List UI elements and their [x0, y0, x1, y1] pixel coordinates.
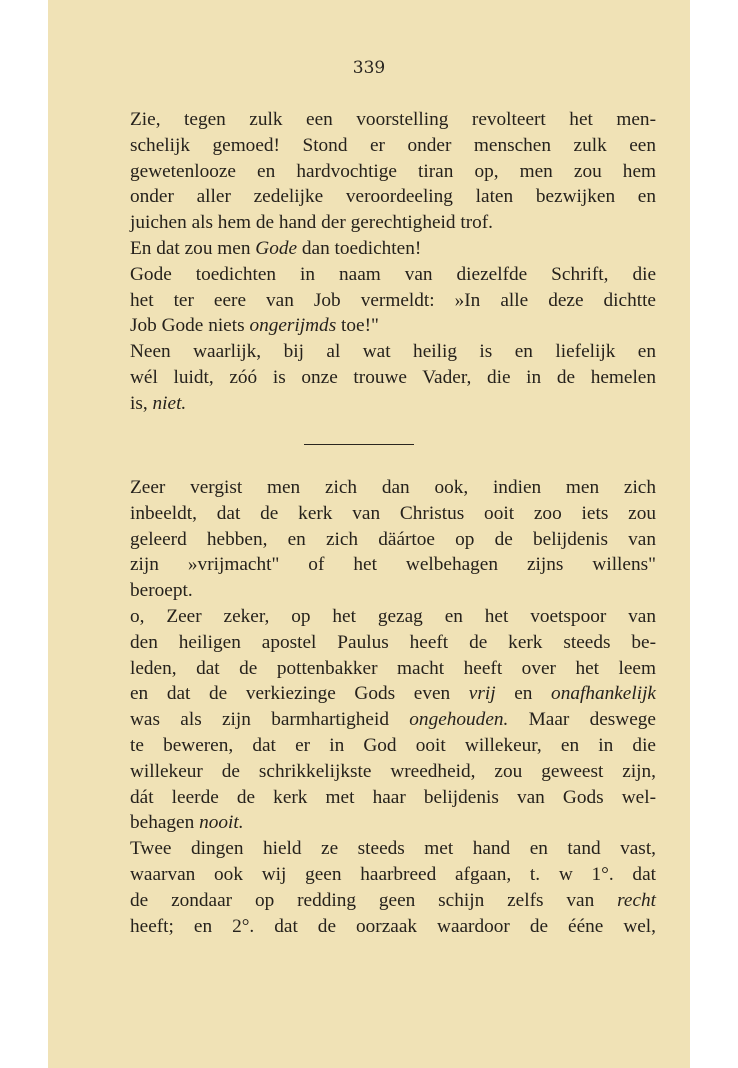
text-run: was als zijn barmhartigheid: [130, 709, 410, 731]
text-run: is,: [130, 392, 153, 414]
text-line: Zie, tegen zulk een voorstelling revolteert het men-: [130, 109, 656, 130]
text-line: Gode toedichten in naam van diezelfde Schrift, die: [130, 263, 656, 285]
text-line: Twee dingen hield ze steeds met hand en tand vast,: [130, 838, 656, 860]
text-line: o, Zeer zeker, op het gezag en het voetspoor van: [130, 605, 656, 627]
text-line: inbeeldt, dat de kerk van Christus ooit zoo iets zou: [130, 502, 656, 524]
italic-run: nooit.: [199, 812, 244, 834]
text-line: beroept.: [130, 580, 193, 602]
italic-run: vrij: [468, 683, 496, 705]
text-run: Job Gode niets: [130, 315, 250, 337]
text-line: gewetenlooze en hardvochtige tiran op, men zou hem: [130, 160, 656, 182]
paragraph: [108, 339, 656, 416]
text-line: juichen als hem de hand der gerechtigheid trof.: [130, 212, 493, 234]
italic-run: onafhankelijk: [551, 683, 656, 705]
paragraph: [108, 107, 656, 236]
text-run: behagen: [130, 812, 200, 834]
text-line: den heiligen apostel Paulus heeft de kerk steeds be-: [130, 631, 656, 653]
text-line: dát leerde de kerk met haar belijdenis van Gods wel-: [130, 786, 656, 808]
text-line: zijn »vrijmacht" of het welbehagen zijns willens": [130, 554, 656, 576]
text-line: [108, 236, 656, 262]
italic-run: ongerijmds: [249, 315, 337, 337]
page-number: 339: [352, 58, 386, 78]
text-line: [108, 888, 656, 914]
text-line: schelijk gemoed! Stond er onder menschen zulk een: [130, 134, 656, 156]
text-line: [108, 810, 656, 836]
text-run: En dat zou men: [130, 237, 256, 259]
italic-run: ongehouden.: [409, 709, 509, 731]
text-line: heeft; en 2°. dat de oorzaak waardoor de ééne wel,: [130, 915, 656, 937]
text-run: Maar deswege: [508, 709, 656, 731]
text-run: en dat de verkiezinge Gods even: [130, 683, 469, 705]
text-run: de zondaar op redding geen schijn zelfs van: [130, 889, 618, 911]
text-line: wél luidt, zóó is onze trouwe Vader, die in de hemelen: [130, 366, 656, 388]
text-line: het ter eere van Job vermeldt: »In alle deze dichtte: [130, 289, 656, 311]
text-line: onder aller zedelijke veroordeeling laten bezwijken en: [130, 186, 656, 208]
text-block-1: [108, 107, 656, 417]
text-run: dan toedichten!: [297, 237, 422, 259]
book-page: [48, 0, 690, 1068]
text-block-2: [108, 475, 656, 939]
text-line: Zeer vergist men zich dan ook, indien men zich: [130, 477, 656, 498]
paragraph: [108, 836, 656, 939]
text-line: willekeur de schrikkelijkste wreedheid, zou geweest zijn,: [130, 760, 656, 782]
text-line: [108, 313, 656, 339]
text-line: [108, 681, 656, 707]
text-run: toe!": [336, 315, 379, 337]
italic-run: niet.: [152, 392, 187, 414]
text-line: geleerd hebben, en zich däártoe op de belijdenis van: [130, 528, 656, 550]
paragraph: [108, 236, 656, 262]
paragraph: [108, 475, 656, 604]
text-line: Neen waarlijk, bij al wat heilig is en liefelijk en: [130, 341, 656, 363]
section-divider: [304, 444, 414, 445]
italic-run: Gode: [255, 237, 298, 259]
text-line: waarvan ook wij geen haarbreed afgaan, t. w 1°. dat: [130, 863, 656, 885]
text-line: te beweren, dat er in God ooit willekeur, en in die: [130, 734, 656, 756]
paragraph: [108, 262, 656, 339]
text-run: en: [495, 683, 552, 705]
italic-run: recht: [617, 889, 656, 911]
text-line: [108, 391, 656, 417]
paragraph: [108, 604, 656, 836]
text-line: leden, dat de pottenbakker macht heeft over het leem: [130, 657, 656, 679]
text-line: [108, 707, 656, 733]
